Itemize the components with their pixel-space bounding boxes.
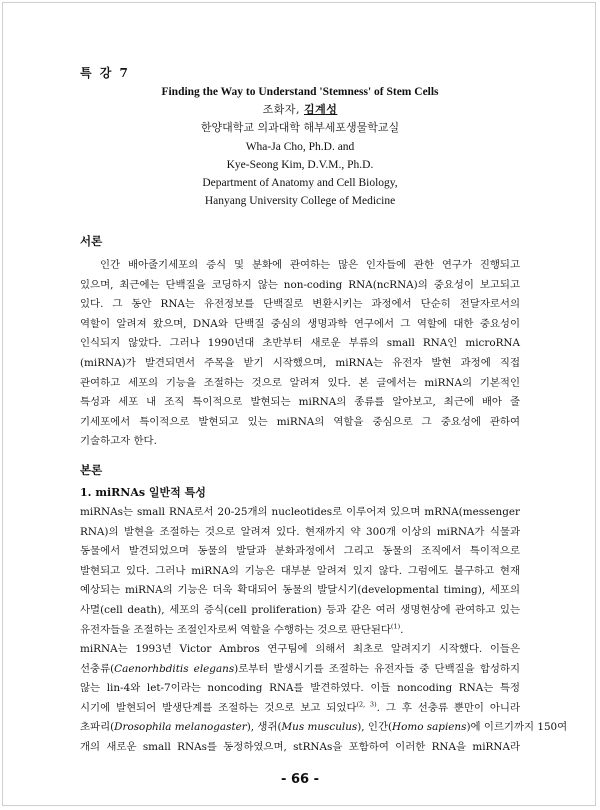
text-line: 역할이 알려져 왔으며, DNA와 단백질 중심의 생명과학 연구에서 그 역할에 대한 중요성이 bbox=[80, 317, 520, 330]
text-run: 유전자들을 조절하는 조절인자로써 역할을 수행하는 것으로 판단된다 bbox=[80, 623, 391, 636]
text-line: 발현되고 있다. 그러나 miRNA의 기능은 대부분 알려져 있지 않다. 그럼에도 불구하고 현재 bbox=[80, 564, 520, 577]
text-line: 인간 배아줄기세포의 증식 및 분화에 관여하는 많은 인자들에 관한 연구가 진행되고 bbox=[100, 259, 520, 271]
text-run: 시기에 발현되어 발생단계를 조절하는 것으로 보고 되었다 bbox=[80, 701, 357, 714]
text-run: 초파리( bbox=[80, 721, 115, 734]
affiliation-korean: 한양대학교 의과대학 해부세포생물학교실 bbox=[200, 121, 400, 135]
text-line: 기세포에서 특이적으로 발현되고 있는 miRNA의 역할을 중심으로 그 중요성에 관하여 bbox=[80, 415, 520, 428]
text-line: 인식되지 않았다. 그러나 1990년대 초반부터 새로운 부류의 small RNA인 microRNA bbox=[80, 337, 520, 350]
species-name: Drosophila melanogaster bbox=[114, 721, 247, 734]
species-name: Caenorhbditis elegans bbox=[114, 662, 235, 675]
text-line: miRNAs는 small RNA로서 20-25개의 nucleotides로 이루어져 있으며 mRNA(messenger bbox=[80, 506, 520, 518]
text-run: )에 이르기까지 150여 bbox=[466, 721, 568, 734]
subsection-title: 1. miRNAs 일반적 특성 bbox=[80, 486, 206, 499]
author-first: 조화자, bbox=[262, 103, 304, 117]
text-run: ), 생쥐( bbox=[246, 721, 282, 734]
text-line bbox=[80, 718, 568, 738]
university-english: Hanyang University College of Medicine bbox=[204, 195, 396, 208]
paper-title: Finding the Way to Understand 'Stemness' of Stem Cells bbox=[161, 86, 439, 98]
department-english: Department of Anatomy and Cell Biology, bbox=[202, 177, 398, 190]
text-line: (miRNA)가 발견되면서 주목을 받기 시작했으며, miRNA는 유전자 발현 과정에 직접 bbox=[80, 356, 520, 369]
species-name: Mus musculus bbox=[281, 721, 358, 734]
lecture-label: 특 강 7 bbox=[80, 66, 130, 80]
citation-ref: (2, 3) bbox=[356, 700, 377, 709]
text-line: 있으며, 최근에는 단백질을 코딩하지 않는 non-coding RNA(ncRNA)의 중요성이 보고되고 bbox=[80, 278, 520, 291]
text-line bbox=[80, 699, 520, 719]
text-run: . bbox=[400, 623, 404, 636]
text-run: ), 인간( bbox=[357, 721, 393, 734]
author-english-2: Kye-Seong Kim, D.V.M., Ph.D. bbox=[226, 158, 374, 171]
text-line: 개의 새로운 small RNAs를 동정하였으며, stRNAs을 포함하여 이러한 RNA을 miRNA라 bbox=[80, 740, 520, 753]
species-name: Homo sapiens bbox=[392, 721, 467, 734]
authors-korean bbox=[80, 101, 520, 119]
text-line: miRNA는 1993년 Victor Ambros 연구팀에 의해서 최초로 알려지기 시작했다. 이들은 bbox=[80, 643, 520, 655]
text-line: 예상되는 miRNA의 기능은 더욱 확대되어 동물의 발달시기(developmental timing), 세포의 bbox=[80, 584, 520, 597]
intro-paragraph bbox=[80, 256, 520, 452]
text-run: . 그 후 선충류 뿐만이 아니라 bbox=[376, 701, 520, 714]
paper-header bbox=[80, 83, 520, 210]
body-paragraph-1 bbox=[80, 503, 520, 640]
text-run: )로부터 발생시기를 조절하는 유전자들 중 단백질을 합성하지 bbox=[234, 662, 520, 675]
text-line: 기술하고자 한다. bbox=[80, 435, 157, 448]
text-line: 동물에서 발견되었으며 동물의 발달과 분화과정에서 그리고 동물의 조직에서 특이적으로 bbox=[80, 545, 520, 558]
text-run: 선충류( bbox=[80, 662, 115, 675]
text-line: 있다. 그 동안 RNA는 유전정보를 단백질로 변환시키는 과정에서 단순히 전달자로서의 bbox=[80, 298, 520, 311]
text-line bbox=[80, 621, 520, 641]
text-line: RNA)의 발현을 조절하는 것으로 알려져 있다. 현재까지 약 300개 이상의 miRNA가 식물과 bbox=[80, 525, 520, 538]
text-line: 않는 lin-4와 let-7이라는 noncoding RNA를 발견하였다. 이들 noncoding RNA는 특정 bbox=[80, 682, 520, 695]
text-line bbox=[80, 660, 520, 680]
text-line: 특성과 세포 내 조직 특이적으로 발현되는 miRNA의 종류를 알아보고, 최근에 배아 줄 bbox=[80, 396, 520, 409]
body-heading: 본론 bbox=[80, 463, 103, 477]
intro-heading: 서론 bbox=[80, 234, 103, 248]
author-corresponding: 김계성 bbox=[303, 103, 338, 117]
author-english-1: Wha-Ja Cho, Ph.D. and bbox=[245, 140, 355, 153]
body-paragraph-2 bbox=[80, 640, 568, 758]
text-line: 관여하고 세포의 기능을 조절하는 것으로 알려져 있다. 본 글에서는 miRNA의 기본적인 bbox=[80, 376, 520, 389]
text-line: 사멸(cell death), 세포의 증식(cell proliferation) 등과 같은 여러 생명현상에 관여하고 있는 bbox=[80, 603, 520, 616]
citation-ref: (1) bbox=[390, 622, 401, 631]
page-number: - 66 - bbox=[281, 772, 319, 787]
